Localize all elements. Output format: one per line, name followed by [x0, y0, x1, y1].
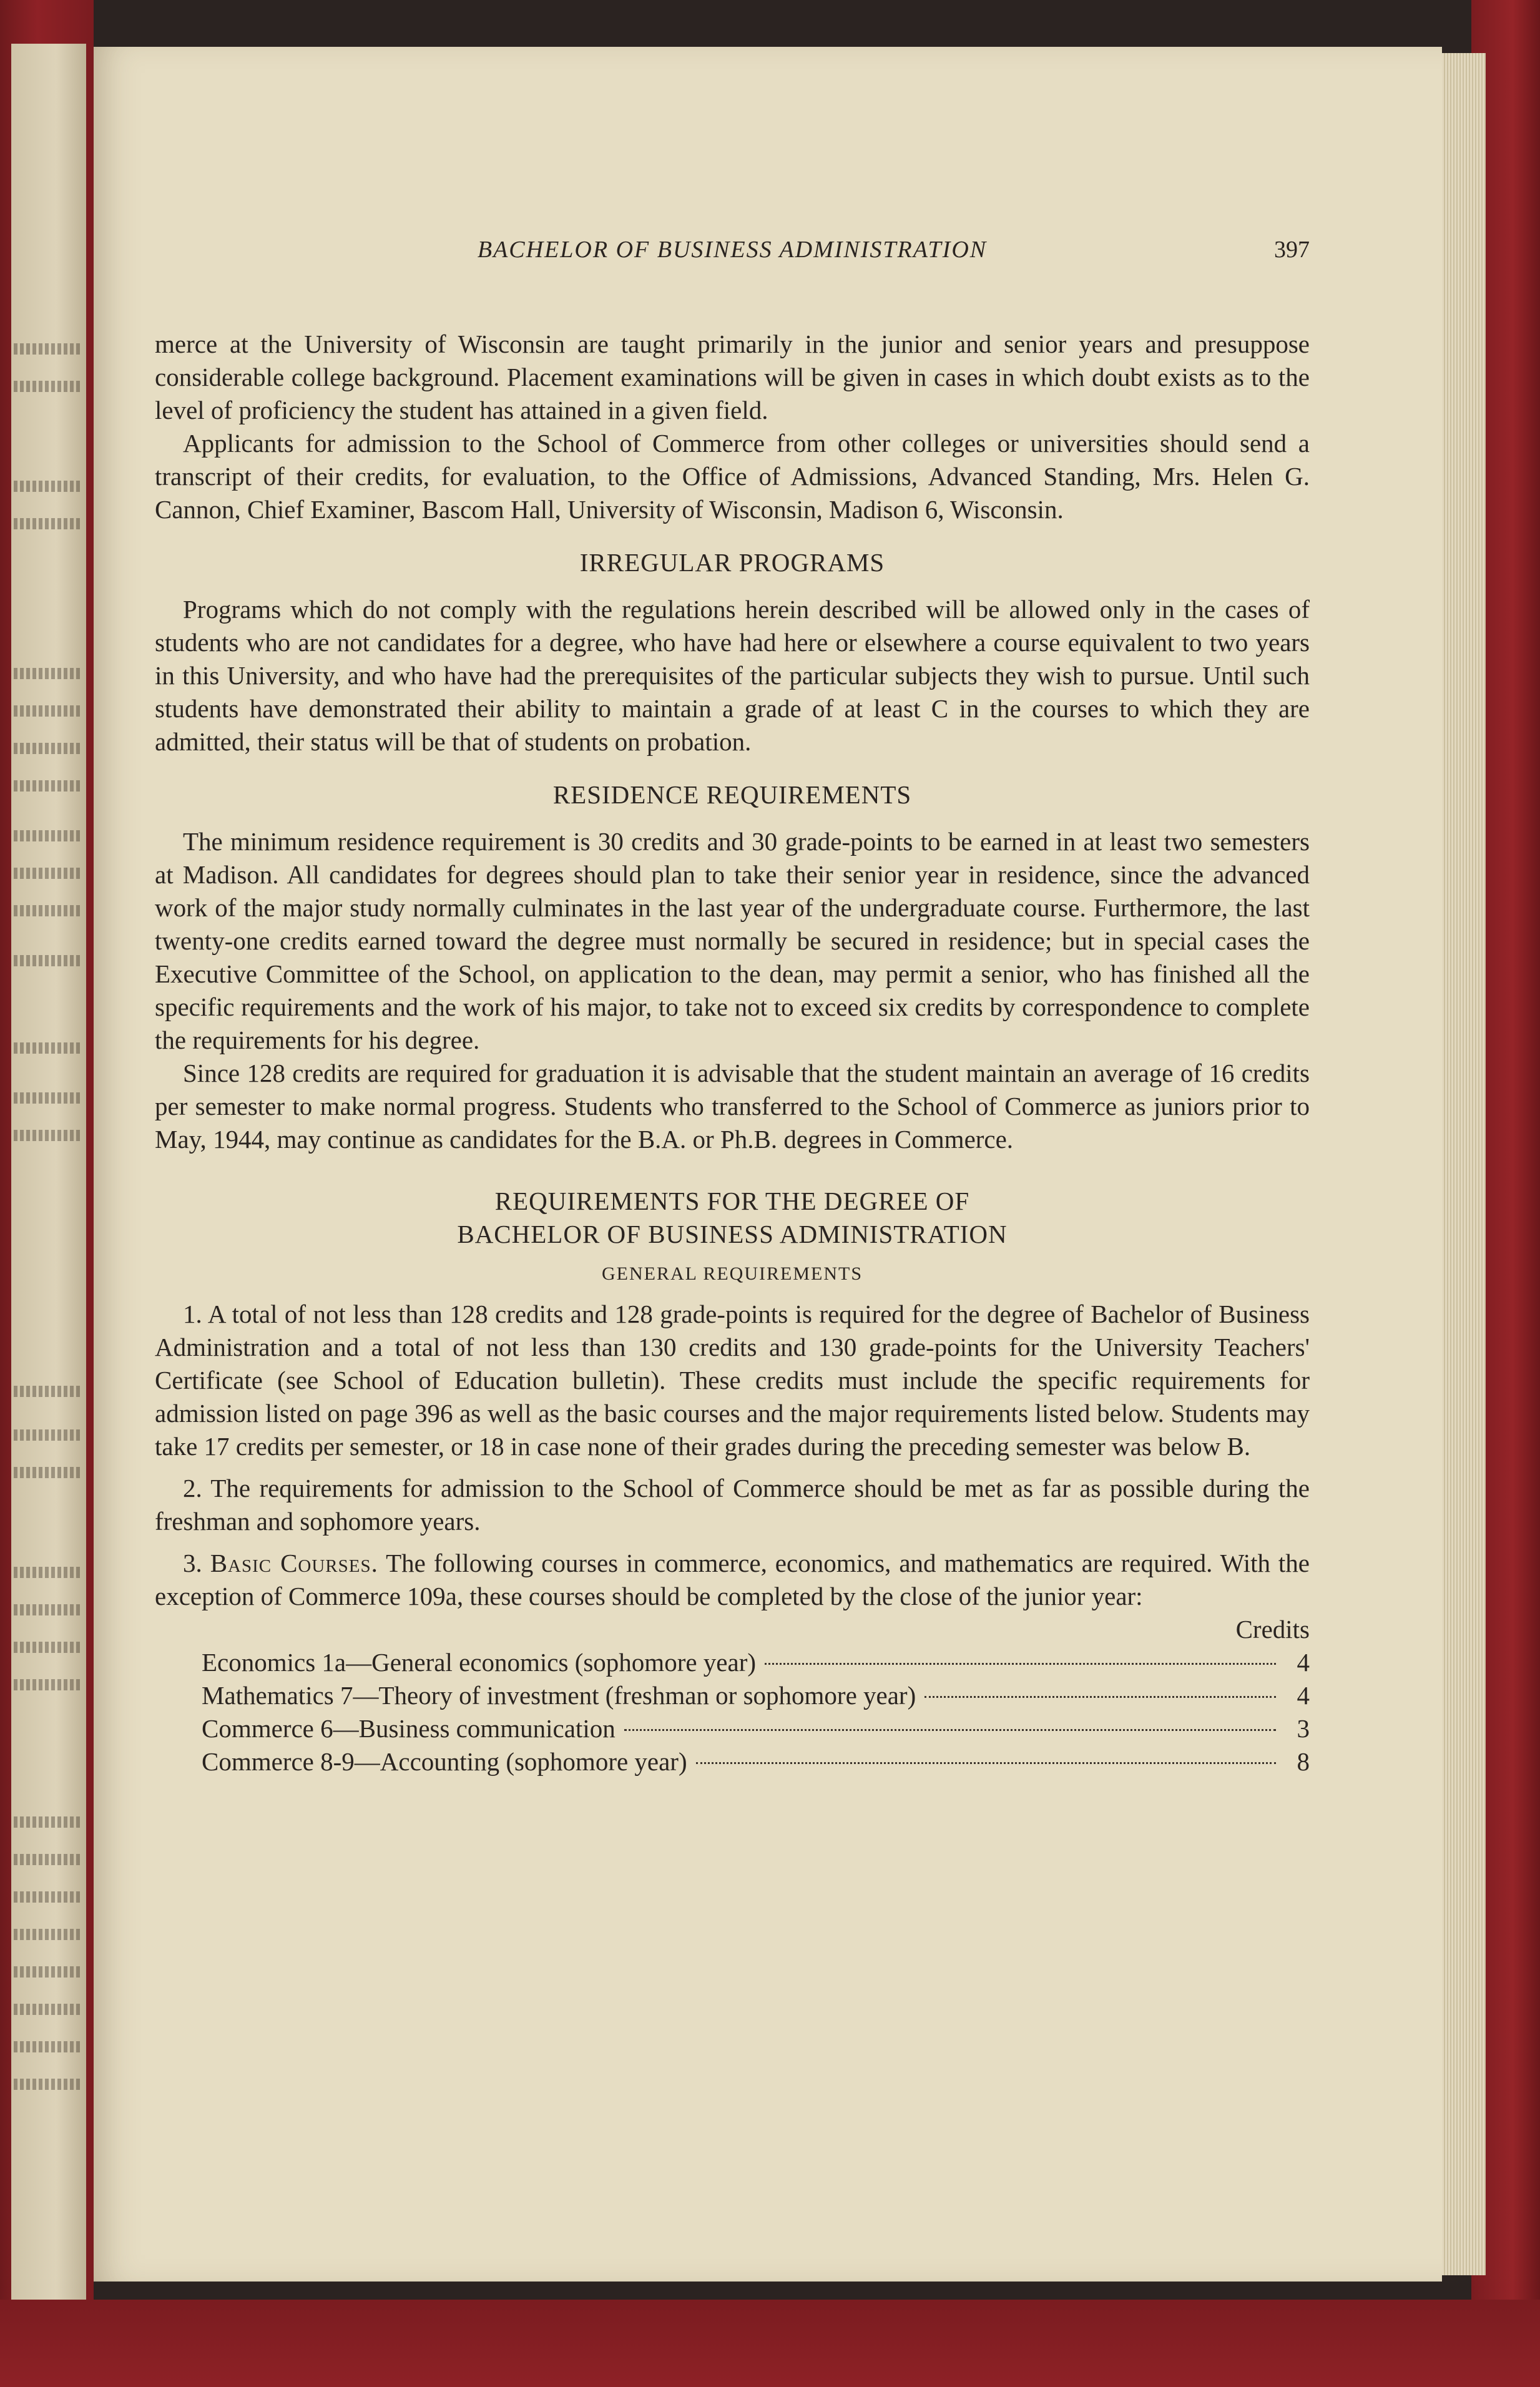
course-name: Commerce 6—Business communication — [202, 1714, 616, 1743]
requirement-item-2: 2. The requirements for admission to the School of Commerce should be met as far as possible during the freshman and sophomore years. — [155, 1474, 1310, 1536]
item-3-number: 3. — [183, 1549, 202, 1577]
running-head-title: BACHELOR OF BUSINESS ADMINISTRATION — [477, 237, 988, 263]
course-name: Mathematics 7—Theory of investment (freshman or sophomore year) — [202, 1681, 916, 1710]
paragraph-continued: merce at the University of Wisconsin are taught primarily in the junior and senior years and presuppose considerable college background. Placement examinations will be given in cases in which doubt exists as to the level of proficiency the student has attained in a given field. — [155, 330, 1310, 424]
credits-column-header: Credits — [1235, 1615, 1310, 1644]
basic-courses-table — [202, 1613, 1310, 1778]
course-credits: 4 — [1297, 1681, 1310, 1710]
heading-requirements-line2: BACHELOR OF BUSINESS ADMINISTRATION — [457, 1220, 1008, 1248]
table-row — [202, 1679, 1310, 1712]
heading-requirements-line1: REQUIREMENTS FOR THE DEGREE OF — [494, 1187, 970, 1215]
item-3-text: The following courses in commerce, economics, and mathematics are required. With the exception of Commerce 109a, these courses should be completed by the close of the junior year: — [155, 1549, 1310, 1610]
heading-irregular-programs: IRREGULAR PROGRAMS — [579, 548, 885, 577]
paragraph-irregular-programs: Programs which do not comply with the regulations herein described will be allowed only in the cases of students who are not candidates for a degree, who have had here or elsewhere a course equivalent to two years in this University, and who have had the prerequisites of the particular subjects they wish to pursue. Until such students have demonstrated their ability to maintain a grade of at least C in the courses to which they are admitted, their status will be that of students on probation. — [155, 595, 1310, 756]
previous-page-edge — [11, 44, 86, 2353]
course-credits: 3 — [1297, 1714, 1310, 1743]
table-row — [202, 1646, 1310, 1679]
running-head — [155, 236, 1310, 273]
item-3-label: Basic Courses. — [210, 1549, 378, 1577]
paragraph-residence-2: Since 128 credits are required for graduation it is advisable that the student maintain an average of 16 credits per semester to make normal progress. Students who transferred to the School of Commerce as juniors prior to May, 1944, may continue as candidates for the B.A. or Ph.B. degrees in Commerce. — [155, 1059, 1310, 1154]
requirement-item-1: 1. A total of not less than 128 credits and 128 grade-points is required for the degree of Bachelor of Business Administration and a total of not less than 130 credits and 130 grade-points for the University Teachers' Certificate (see School of Education bulletin). These credits must include the specific requirements for admission listed on page 396 as well as the basic courses and the major requirements listed below. Students may take 17 credits per semester, or 18 in case none of their grades during the preceding semester was below B. — [155, 1300, 1310, 1461]
table-row — [202, 1712, 1310, 1745]
book-binding-bottom — [0, 2300, 1540, 2387]
course-name: Economics 1a—General economics (sophomore year) — [202, 1648, 757, 1677]
dot-leader — [624, 1729, 1276, 1731]
requirement-item-3 — [155, 1547, 1310, 1613]
dot-leader — [765, 1663, 1276, 1665]
paragraph-applicants: Applicants for admission to the School of Commerce from other colleges or universities should send a transcript of their credits, for evaluation, to the Office of Admissions, Advanced Standing, Mrs. Helen G. Cannon, Chief Examiner, Bascom Hall, University of Wisconsin, Madison 6, Wisconsin. — [155, 429, 1310, 524]
table-row — [202, 1745, 1310, 1778]
course-credits: 4 — [1297, 1648, 1310, 1677]
heading-residence-requirements: RESIDENCE REQUIREMENTS — [552, 780, 912, 809]
dot-leader — [696, 1762, 1276, 1764]
paragraph-residence-1: The minimum residence requirement is 30 credits and 30 grade-points to be earned in at least two semesters at Madison. All candidates for degrees should plan to take their senior year in residence, since the advanced work of the major study normally culminates in the last year of the undergraduate course. Furthermore, the last twenty-one credits earned toward the degree must normally be secured in residence; but in special cases the Executive Committee of the School, on application to the dean, may permit a senior, who has finished all the specific requirements and the work of his major, to take not to exceed six credits by correspondence to complete the requirements for his degree. — [155, 827, 1310, 1054]
page-number: 397 — [1274, 237, 1310, 263]
dot-leader — [924, 1696, 1276, 1698]
page-edges — [1436, 53, 1486, 2275]
page-content — [155, 328, 1310, 1778]
subheading-general-requirements: GENERAL REQUIREMENTS — [601, 1263, 863, 1284]
course-name: Commerce 8-9—Accounting (sophomore year) — [202, 1747, 687, 1776]
course-credits: 8 — [1297, 1747, 1310, 1776]
